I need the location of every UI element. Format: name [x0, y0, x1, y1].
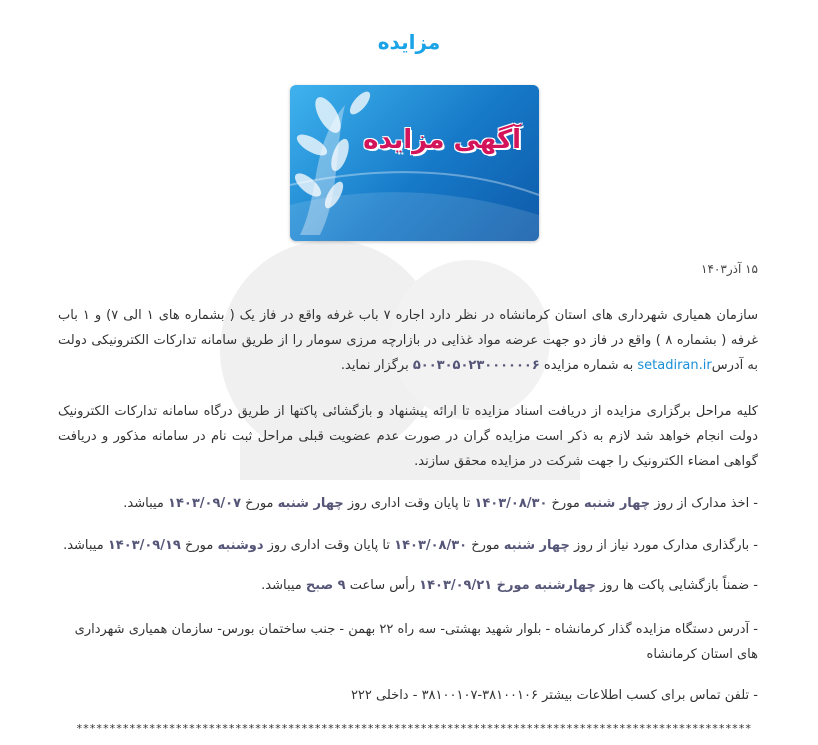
divider-line: ****************************************************************************************************** — [76, 722, 752, 735]
address-item: - آدرس دستگاه مزایده گذار کرمانشاه - بلوار شهید بهشتی- سه راه ۲۲ بهمن - جنب ساختمان بورس- سازمان همیاری شهرداری های استان کرمانشاه — [74, 622, 758, 662]
banner-title: آگهی مزایده — [363, 125, 521, 155]
contact-phone-item: - تلفن تماس برای کسب اطلاعات بیشتر ۳۸۱۰۰۱۰۶-۳۸۱۰۰۱۰۷ - داخلی ۲۲۲ — [350, 688, 758, 703]
document-upload-item: - بارگذاری مدارک مورد نیاز از روز چهار شنبه مورخ ۱۴۰۳/۰۸/۳۰ تا پایان وقت اداری روز دوشنبه مورخ ۱۴۰۳/۰۹/۱۹ میباشد. — [63, 538, 758, 553]
page-title: مزایده — [377, 30, 441, 54]
procedure-paragraph: کلیه مراحل برگزاری مزایده از دریافت اسناد مزایده تا ارائه پیشنهاد و بازگشائی پاکتها از طریق درگاه سامانه تدارکات الکترونیک دولت انجام خواهد شد لازم به ذکر است مزایده گران در صورت عدم عضویت قبلی مراحل ثبت نام در سامانه مذکور و دریافت گواهی امضاء الکترونیک را جهت شرکت در مزایده محقق سازند. — [58, 404, 758, 469]
envelope-opening-item: - ضمناً بازگشایی پاکت ها روز چهارشنبه مورخ ۱۴۰۳/۰۹/۲۱ رأس ساعت ۹ صبح میباشد. — [261, 578, 758, 593]
setadiran-link[interactable]: setadiran.ir — [637, 358, 712, 373]
publish-date: ۱۵ آذر۱۴۰۳ — [701, 262, 758, 276]
document-collection-item: - اخذ مدارک از روز چهار شنبه مورخ ۱۴۰۳/۰۸/۳۰ تا پایان وقت اداری روز چهار شنبه مورخ ۱۴۰۳/۰۹/۰۷ میباشد. — [123, 496, 758, 511]
intro-paragraph: سازمان همیاری شهرداری های استان کرمانشاه در نظر دارد اجاره ۷ باب غرفه واقع در فاز یک ( بشماره های ۱ الی ۷) و ۱ باب غرفه ( بشماره ۸ ) واقع در فاز دو جهت عرضه مواد غذایی در بازارچه مرزی سومار را از طریق سامانه تدارکات الکترونیکی دولت به آدرسsetadiran.ir به شماره مزایده ۵۰۰۳۰۵۰۲۳۰۰۰۰۰۰۶ برگزار نماید. — [58, 308, 758, 373]
auction-number: ۵۰۰۳۰۵۰۲۳۰۰۰۰۰۰۶ — [412, 358, 540, 373]
